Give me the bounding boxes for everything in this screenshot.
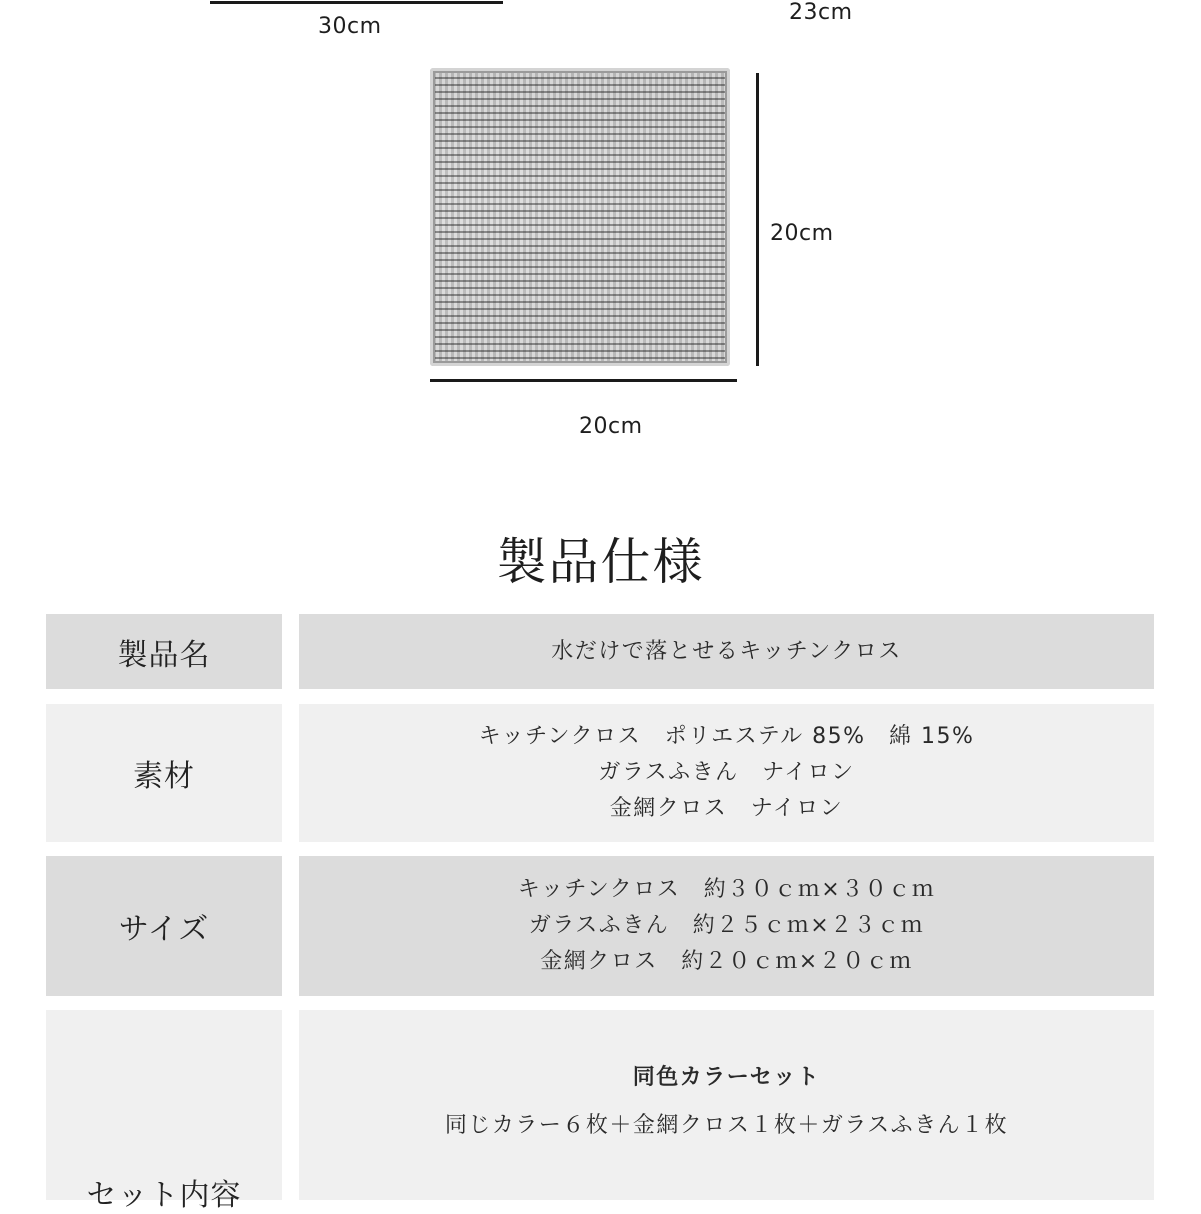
spec-label-name: 製品名 xyxy=(46,614,282,689)
spec-section-title: 製品仕様 xyxy=(496,533,705,591)
size-line: キッチンクロス 約３０ｃｍ×３０ｃｍ xyxy=(517,877,936,902)
size-line: 金網クロス 約２０ｃｍ×２０ｃｍ xyxy=(540,949,913,974)
spec-value-material xyxy=(299,704,1154,842)
spec-label-set-text: セット内容 xyxy=(86,1178,242,1213)
spec-value-set xyxy=(299,1010,1154,1200)
dimension-label-width: 20cm xyxy=(579,414,643,439)
dimension-line-vertical xyxy=(756,73,759,366)
dimension-label-30cm: 30cm xyxy=(318,14,382,39)
spec-row-material xyxy=(46,704,1154,842)
spec-value-name xyxy=(299,614,1154,689)
size-line: ガラスふきん 約２５ｃｍ×２３ｃｍ xyxy=(528,913,925,938)
dimension-line-top xyxy=(210,1,503,4)
spec-row-set xyxy=(46,1010,1154,1213)
spec-label-size: サイズ xyxy=(46,856,282,996)
dimension-label-height: 20cm xyxy=(770,221,834,246)
material-line: ガラスふきん ナイロン xyxy=(598,760,855,785)
material-line: 金網クロス ナイロン xyxy=(609,796,844,821)
dimension-label-23cm: 23cm xyxy=(789,0,853,25)
spec-row-name xyxy=(46,614,1154,689)
spec-value-size xyxy=(299,856,1154,996)
spec-label-material: 素材 xyxy=(46,704,282,842)
set-title: 同色カラーセット xyxy=(632,1065,821,1090)
spec-row-size xyxy=(46,856,1154,996)
dimension-line-horizontal xyxy=(430,379,737,382)
spec-label-set xyxy=(46,1010,282,1213)
spec-value-name-text: 水だけで落とせるキッチンクロス xyxy=(551,638,902,664)
set-line: 同じカラー６枚＋金網クロス１枚＋ガラスふきん１枚 xyxy=(444,1113,1009,1138)
material-line: キッチンクロス ポリエステル 85% 綿 15% xyxy=(478,724,975,749)
wire-mesh-cloth-image xyxy=(430,68,730,366)
